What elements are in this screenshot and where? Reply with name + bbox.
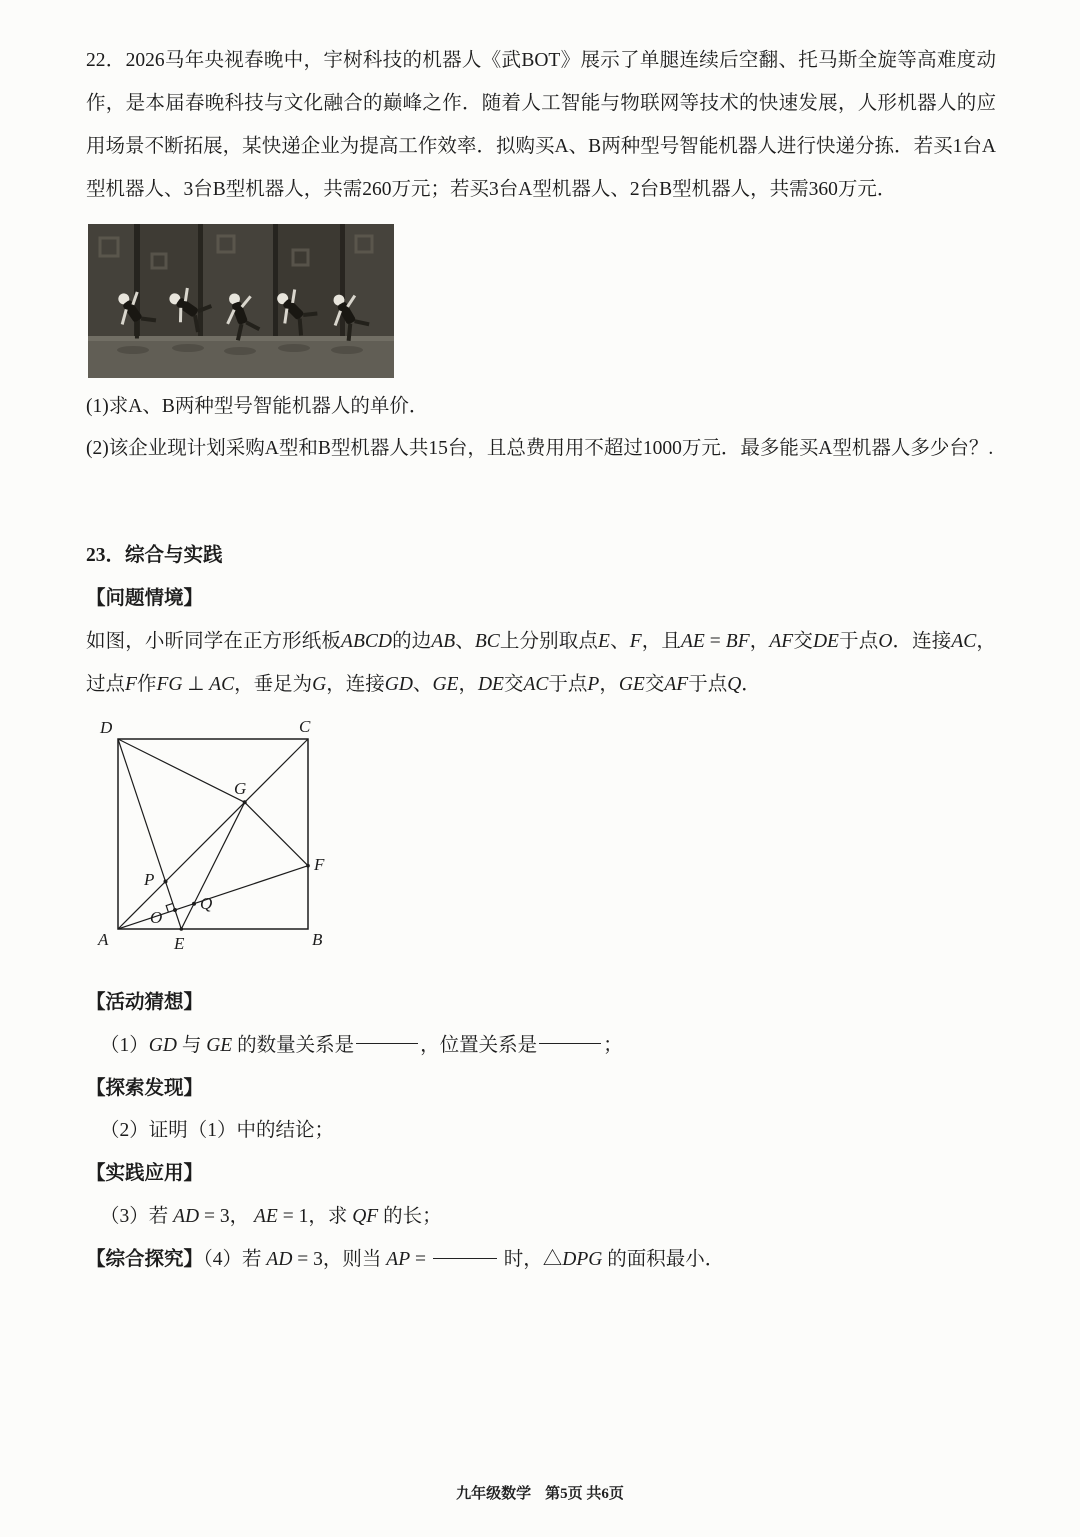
section-header-situation: 【问题情境】 xyxy=(86,588,204,610)
page-footer xyxy=(0,1482,1080,1503)
segment-DE xyxy=(118,739,181,929)
label-D: D xyxy=(100,717,113,737)
label-Q: Q xyxy=(200,893,213,913)
footer-course: 九年级数学 xyxy=(456,1486,532,1502)
label-P: P xyxy=(144,869,155,889)
segment-GD xyxy=(118,739,245,802)
point-dots xyxy=(164,800,310,931)
label-B: B xyxy=(312,929,323,949)
geometry-figure-container xyxy=(86,713,996,980)
problem23-question-4: （4）若 AD = 3，则当 AP = 时，△DPG 的面积最小． xyxy=(203,1249,724,1270)
problem23-question-4-line xyxy=(86,1239,996,1282)
construction-lines xyxy=(118,739,308,929)
section-header-explore: 【探索发现】 xyxy=(86,1077,204,1099)
label-C: C xyxy=(299,716,311,736)
photo-floor xyxy=(88,336,394,378)
footer-page-number: 第5页 共6页 xyxy=(545,1486,624,1502)
problem23-intro: 如图，小昕同学在正方形纸板ABCD的边AB、BC上分别取点E、F，且AE = BF，AF交DE于点O．连接AC，过点F作FG ⊥ AC，垂足为G，连接GD、GE，DE交AC于点P，GE交AF于点Q． xyxy=(86,631,996,696)
segment-FG xyxy=(245,802,308,865)
label-O: O xyxy=(150,907,163,927)
problem22-photo xyxy=(88,224,394,378)
label-A: A xyxy=(98,929,109,949)
label-G: G xyxy=(234,778,247,798)
section-header-guess: 【活动猜想】 xyxy=(86,991,204,1013)
figure-labels xyxy=(97,717,325,953)
robot-performance-photo xyxy=(88,224,394,378)
label-F: F xyxy=(314,854,325,874)
geometry-figure xyxy=(86,713,396,963)
section-header-comprehensive: 【综合探究】 xyxy=(86,1249,204,1271)
blank-space xyxy=(86,471,996,535)
problem23-title: 23．综合与实践 xyxy=(86,545,223,567)
problem23-question-1: （1）GD 与 GE 的数量关系是 ，位置关系是 ； xyxy=(86,1025,996,1068)
problem22-question-2: (2)该企业现计划采购A型和B型机器人共15台，且总费用用不超过1000万元．最多能买A型机器人多少台？. xyxy=(86,438,994,460)
segment-GE xyxy=(181,802,244,929)
problem-23 xyxy=(86,535,996,1282)
problem23-question-3: （3）若 AD = 3， AE = 1，求 QF 的长； xyxy=(100,1206,442,1228)
problem22-question-1: (1)求A、B两种型号智能机器人的单价． xyxy=(86,395,429,417)
problem-22 xyxy=(86,40,996,471)
problem23-question-2: （2）证明（1）中的结论； xyxy=(100,1120,335,1142)
problem22-body: 22．2026马年央视春晚中，宇树科技的机器人《武BOT》展示了单腿连续后空翻、托马斯全旋等高难度动作，是本届春晚科技与文化融合的巅峰之作．随着人工智能与物联网等技术的快速发展，人形机器人的应用场景不断拓展，某快递企业为提高工作效率．拟购买A、B两种型号智能机器人进行快递分拣．若买1台A型机器人、3台B型机器人，共需260万元；若买3台A型机器人、2台B型机器人，共需360万元． xyxy=(86,50,996,200)
diagonal-AC xyxy=(118,739,308,929)
label-E: E xyxy=(174,933,185,953)
section-header-apply: 【实践应用】 xyxy=(86,1163,204,1185)
